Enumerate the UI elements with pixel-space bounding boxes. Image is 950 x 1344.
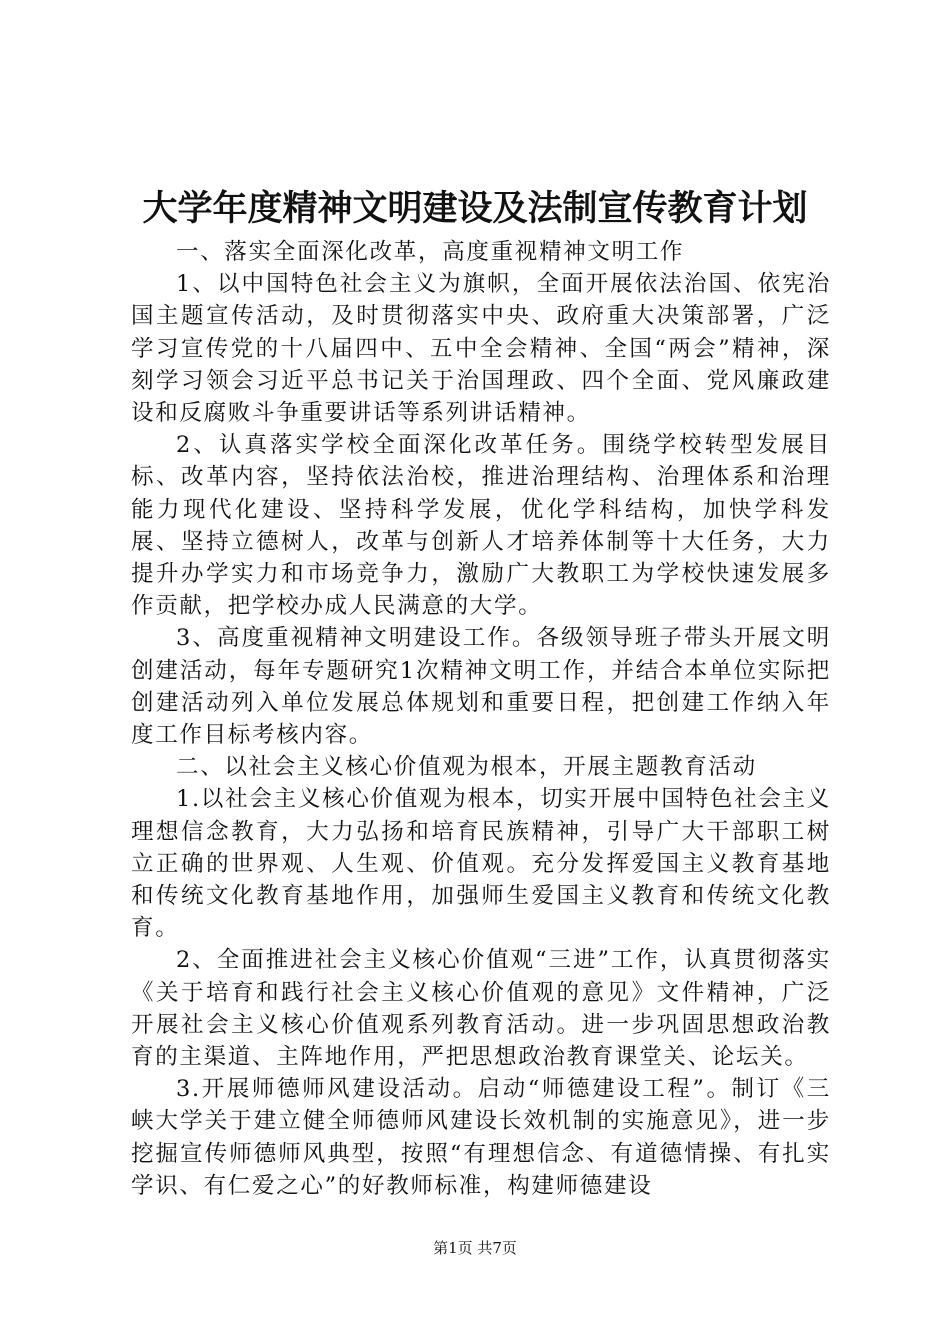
paragraph: 1、以中国特色社会主义为旗帜，全面开展依法治国、依宪治国主题宣传活动，及时贯彻落实中央、政府重大决策部署，广泛学习宣传党的十八届四中、五中全会精神、全国“两会”精神，深刻学习领会习近平总书记关于治国理政、四个全面、党风廉政建设和反腐败斗争重要讲话等系列讲话精神。 <box>131 271 831 427</box>
paragraph: 3.开展师德师风建设活动。启动“师德建设工程”。制订《三峡大学关于建立健全师德师风建设长效机制的实施意见》，进一步挖掘宣传师德师风典型，按照“有理想信念、有道德情操、有扎实学识、有仁爱之心”的好教师标准，构建师德建设 <box>131 1076 831 1199</box>
document-title: 大学年度精神文明建设及法制宣传教育计划 <box>142 188 808 229</box>
section-heading-2: 二、以社会主义核心价值观为根本，开展主题教育活动 <box>176 754 757 781</box>
paragraph: 2、认真落实学校全面深化改革任务。围绕学校转型发展目标、改革内容，坚持依法治校，推进治理结构、治理体系和治理能力现代化建设、坚持科学发展，优化学科结构，加快学科发展、坚持立德树人，改革与创新人才培养体制等十大任务，大力提升办学实力和市场竞争力，激励广大教职工为学校快速发展多作贡献，把学校办成人民满意的大学。 <box>131 432 831 620</box>
paragraph: 3、高度重视精神文明建设工作。各级领导班子带头开展文明创建活动，每年专题研究1次精神文明工作，并结合本单位实际把创建活动列入单位发展总体规划和重要日程，把创建工作纳入年度工作目标考核内容。 <box>131 625 831 749</box>
page-number-footer: 第1页 共7页 <box>433 1239 517 1257</box>
paragraph: 1.以社会主义核心价值观为根本，切实开展中国特色社会主义理想信念教育，大力弘扬和培育民族精神，引导广大干部职工树立正确的世界观、人生观、价值观。充分发挥爱国主义教育基地和传统文化教育基地作用，加强师生爱国主义教育和传统文化教育。 <box>131 786 831 942</box>
paragraph: 2、全面推进社会主义核心价值观“三进”工作，认真贯彻落实《关于培育和践行社会主义核心价值观的意见》文件精神，广泛开展社会主义核心价值观系列教育活动。进一步巩固思想政治教育的主渠道、主阵地作用，严把思想政治教育课堂关、论坛关。 <box>131 947 831 1071</box>
section-heading-1: 一、落实全面深化改革，高度重视精神文明工作 <box>176 239 685 265</box>
document-body <box>131 236 831 1202</box>
